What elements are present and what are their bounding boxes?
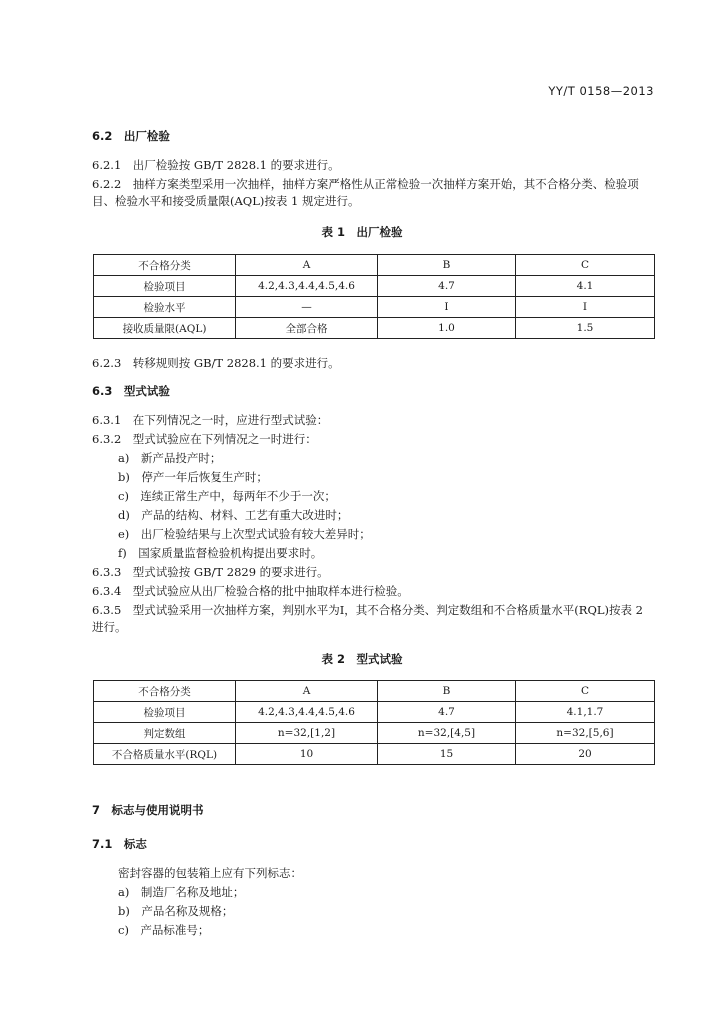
table-cell: Ⅰ (378, 297, 516, 318)
table-row (94, 702, 655, 723)
table-cell: 4.2,4.3,4.4,4.5,4.6 (236, 276, 378, 297)
table-cell: 4.7 (378, 702, 516, 723)
table-cell: — (236, 297, 378, 318)
section-7-title: 7 标志与使用说明书 (92, 803, 204, 817)
table-cell: Ⅰ (516, 297, 655, 318)
table-cell: 4.1,1.7 (516, 702, 655, 723)
section-6-3-title: 6.3 型式试验 (92, 384, 170, 398)
list-item: e) 出厂检验结果与上次型式试验有较大差异时； (118, 527, 371, 541)
table-cell: 4.1 (516, 276, 655, 297)
list-item: c) 连续正常生产中，每两年不少于一次； (118, 489, 336, 503)
clause-6-3-1: 6.3.1 在下列情况之一时，应进行型式试验： (92, 413, 329, 427)
table-cell: 不合格分类 (94, 681, 236, 702)
table-cell: 4.2,4.3,4.4,4.5,4.6 (236, 702, 378, 723)
table-cell: 检验水平 (94, 297, 236, 318)
table-2 (93, 680, 655, 765)
table-cell: B (378, 255, 516, 276)
table-row (94, 297, 655, 318)
table-cell: 接收质量限(AQL) (94, 318, 236, 339)
table-cell: 4.7 (378, 276, 516, 297)
table-cell: 全部合格 (236, 318, 378, 339)
table-cell: 10 (236, 744, 378, 765)
table-cell: A (236, 681, 378, 702)
document-number: YY/T 0158—2013 (548, 84, 654, 98)
table-row (94, 744, 655, 765)
table-row (94, 276, 655, 297)
table-cell: n=32,[1,2] (236, 723, 378, 744)
table-cell: 检验项目 (94, 276, 236, 297)
table-cell: B (378, 681, 516, 702)
clause-7-1-intro: 密封容器的包装箱上应有下列标志： (118, 866, 302, 880)
clause-6-2-3: 6.2.3 转移规则按 GB/T 2828.1 的要求进行。 (92, 356, 340, 370)
list-item: d) 产品的结构、材料、工艺有重大改进时； (118, 508, 349, 522)
list-item: b) 产品名称及规格； (118, 904, 234, 918)
table-cell: C (516, 255, 655, 276)
clause-6-3-5: 6.3.5 型式试验采用一次抽样方案，判别水平为Ⅰ，其不合格分类、判定数组和不合格质量水平(RQL)按表 2 进行。 (92, 603, 643, 634)
table-row (94, 318, 655, 339)
list-item: a) 制造厂名称及地址； (118, 885, 245, 899)
table-cell: 检验项目 (94, 702, 236, 723)
table-cell: 不合格分类 (94, 255, 236, 276)
table-1 (93, 254, 655, 339)
table-cell: A (236, 255, 378, 276)
clause-6-2-2: 6.2.2 抽样方案类型采用一次抽样，抽样方案严格性从正常检验一次抽样方案开始，其不合格分类、检验项目、检验水平和接受质量限(AQL)按表 1 规定进行。 (92, 177, 639, 208)
list-item: b) 停产一年后恢复生产时； (118, 470, 268, 484)
table-cell: 判定数组 (94, 723, 236, 744)
list-item: a) 新产品投产时； (118, 451, 222, 465)
table-cell: 不合格质量水平(RQL) (94, 744, 236, 765)
clause-6-2-1: 6.2.1 出厂检验按 GB/T 2828.1 的要求进行。 (92, 158, 340, 172)
table-cell: 1.5 (516, 318, 655, 339)
table-row (94, 681, 655, 702)
clause-6-3-4: 6.3.4 型式试验应从出厂检验合格的批中抽取样本进行检验。 (92, 584, 409, 598)
table-cell: 15 (378, 744, 516, 765)
clause-6-3-3: 6.3.3 型式试验按 GB/T 2829 的要求进行。 (92, 565, 329, 579)
list-item: c) 产品标准号； (118, 923, 210, 937)
table-cell: 1.0 (378, 318, 516, 339)
table-row (94, 255, 655, 276)
list-item: f) 国家质量监督检验机构提出要求时。 (118, 546, 323, 560)
table-cell: n=32,[5,6] (516, 723, 655, 744)
table-cell: C (516, 681, 655, 702)
table-2-caption: 表 2 型式试验 (321, 652, 403, 666)
clause-6-3-2: 6.3.2 型式试验应在下列情况之一时进行： (92, 432, 317, 446)
table-row (94, 723, 655, 744)
table-cell: n=32,[4,5] (378, 723, 516, 744)
section-7-1-title: 7.1 标志 (92, 837, 147, 851)
table-1-caption: 表 1 出厂检验 (321, 225, 403, 239)
table-cell: 20 (516, 744, 655, 765)
section-6-2-title: 6.2 出厂检验 (92, 129, 170, 143)
